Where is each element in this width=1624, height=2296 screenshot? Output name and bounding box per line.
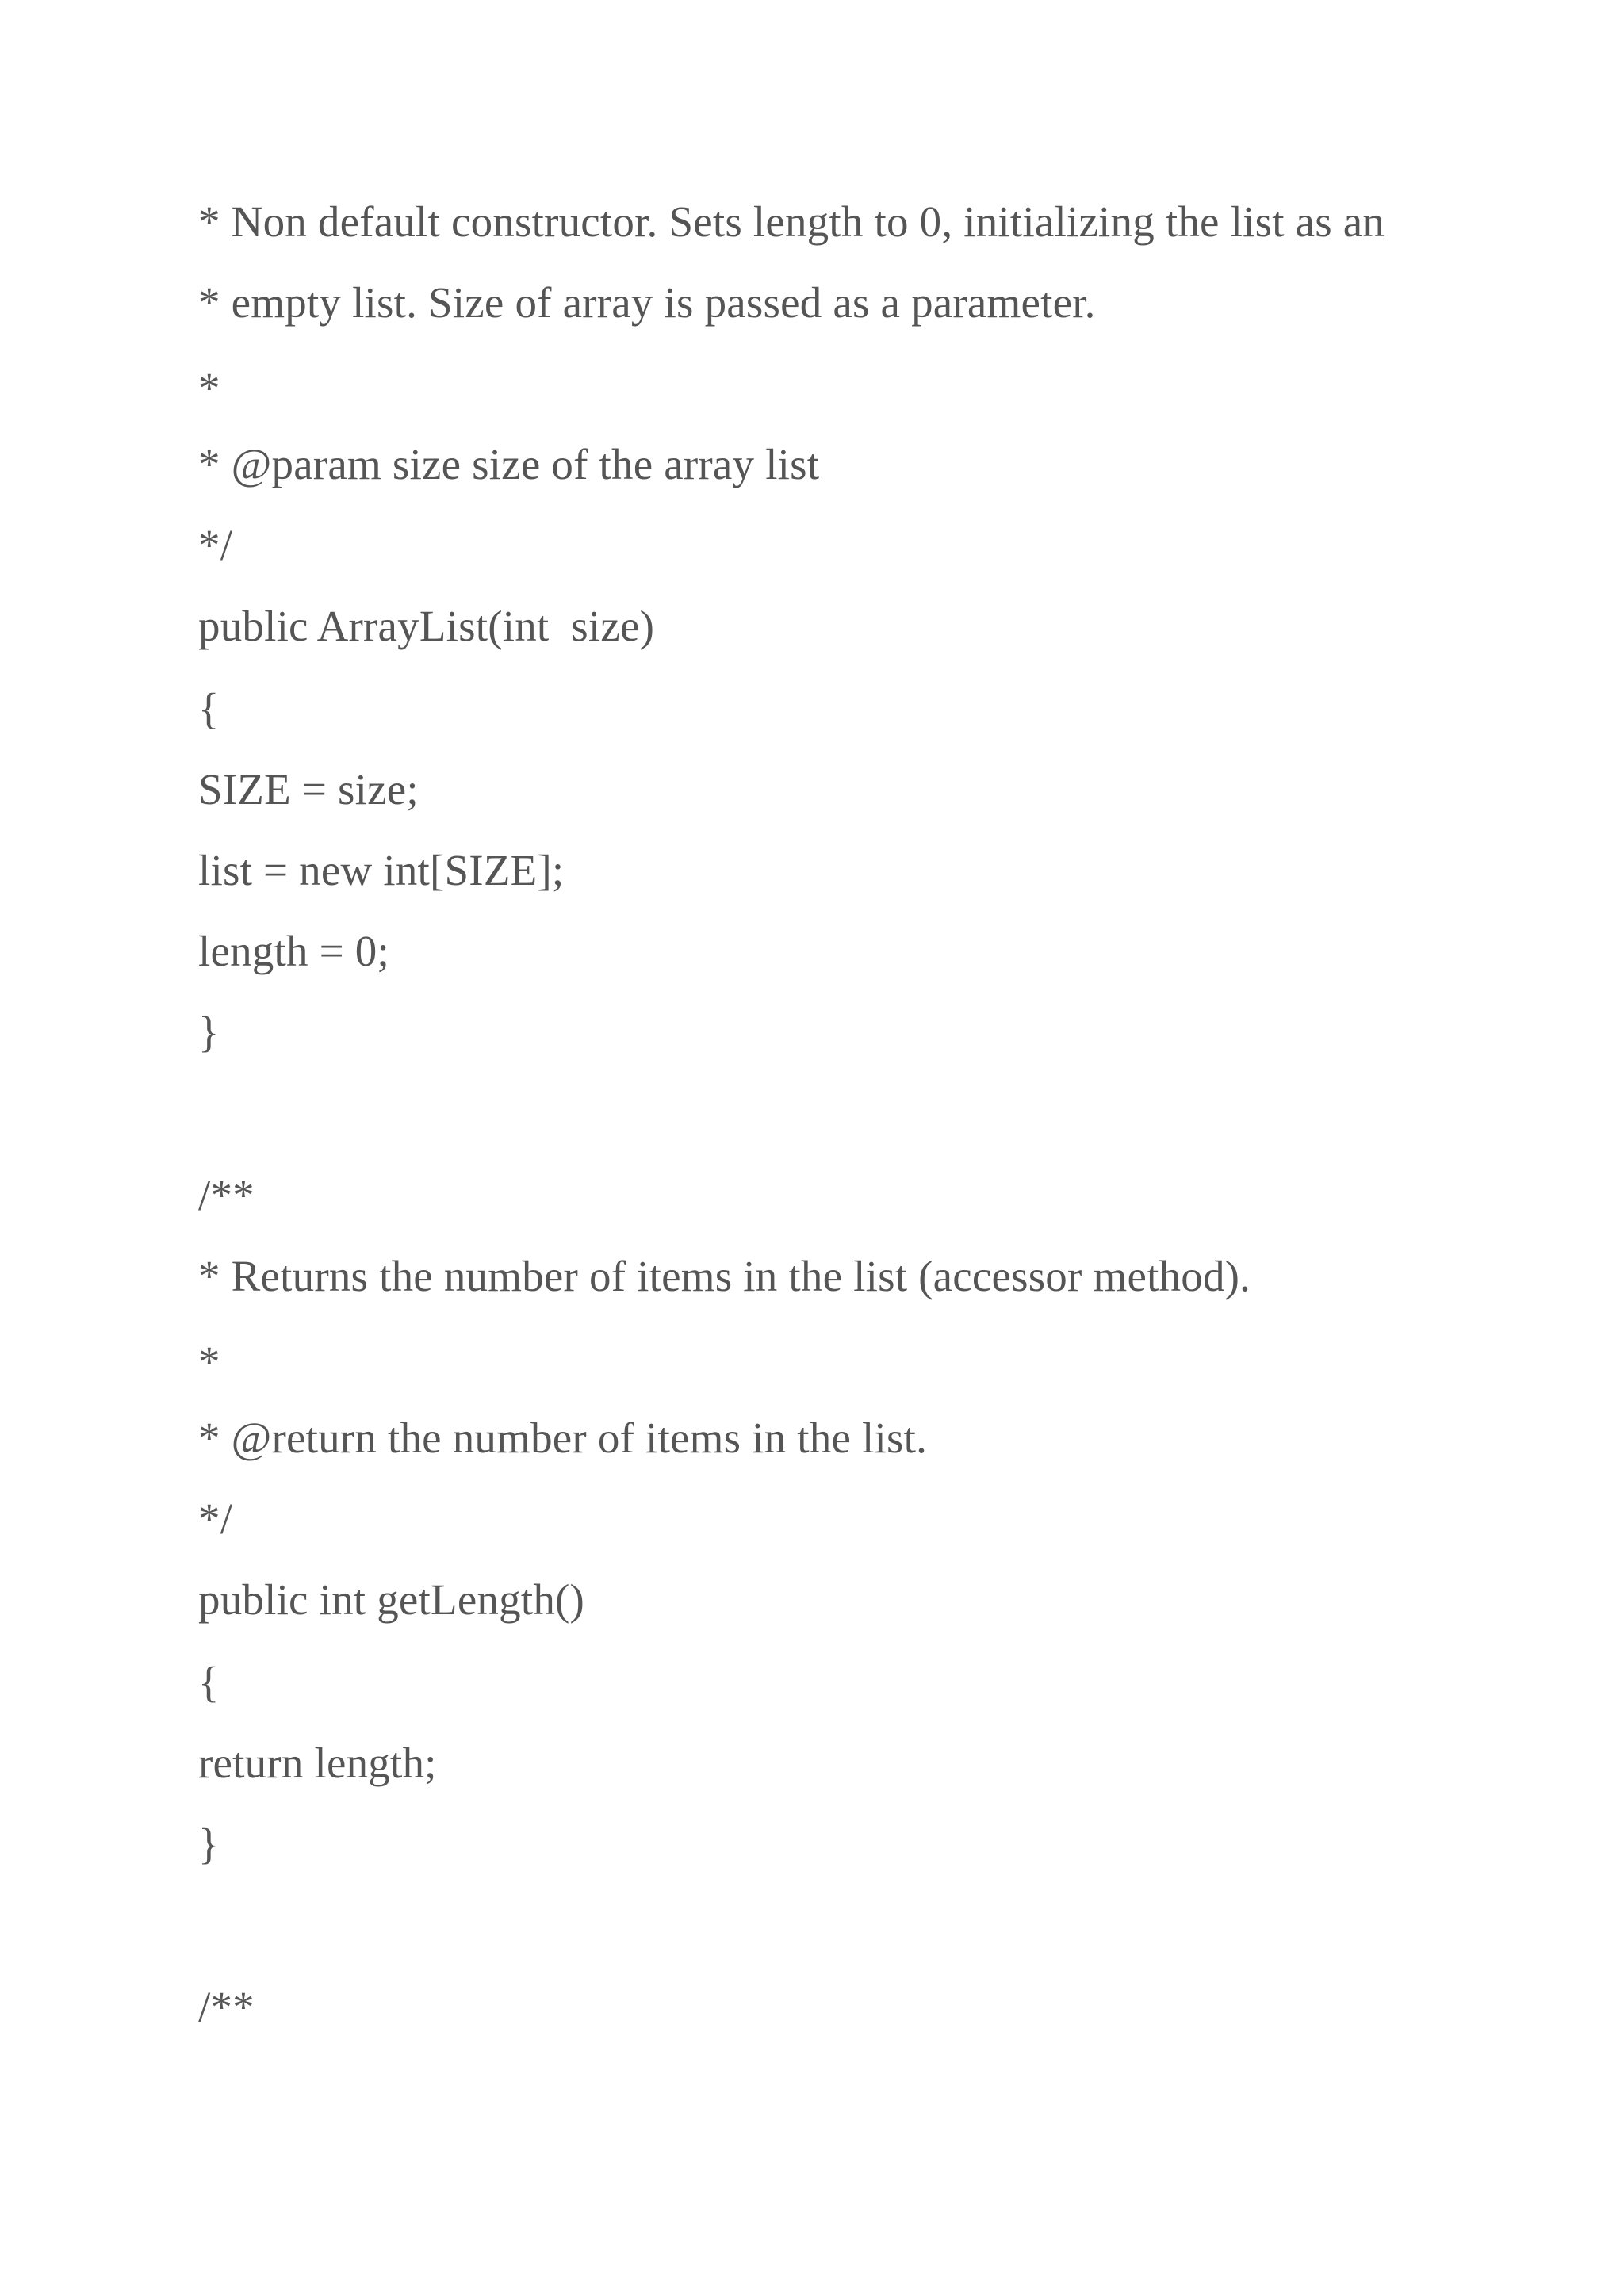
- text-line: */: [198, 521, 233, 569]
- text-line: *: [198, 1337, 220, 1386]
- text-line: * Non default constructor. Sets length to 0, initializing the list as an: [198, 197, 1385, 246]
- text-line: * Returns the number of items in the list (accessor method).: [198, 1252, 1251, 1300]
- text-line: * @return the number of items in the list.: [198, 1414, 928, 1462]
- text-line: */: [198, 1494, 233, 1543]
- text-line: /**: [198, 1983, 255, 2031]
- text-line: {: [198, 684, 220, 733]
- text-line: *: [198, 364, 220, 412]
- text-line: public int getLength(): [198, 1575, 585, 1624]
- text-line: {: [198, 1658, 220, 1706]
- text-line: length = 0;: [198, 927, 389, 975]
- text-line: SIZE = size;: [198, 765, 419, 813]
- text-line: list = new int[SIZE];: [198, 846, 565, 894]
- text-line: return length;: [198, 1739, 437, 1787]
- text-line: * empty list. Size of array is passed as a parameter.: [198, 278, 1096, 327]
- text-line: }: [198, 1008, 220, 1056]
- text-line: * @param size size of the array list: [198, 440, 820, 488]
- text-line: }: [198, 1820, 220, 1868]
- text-line: public ArrayList(int size): [198, 602, 655, 650]
- text-line: /**: [198, 1171, 255, 1219]
